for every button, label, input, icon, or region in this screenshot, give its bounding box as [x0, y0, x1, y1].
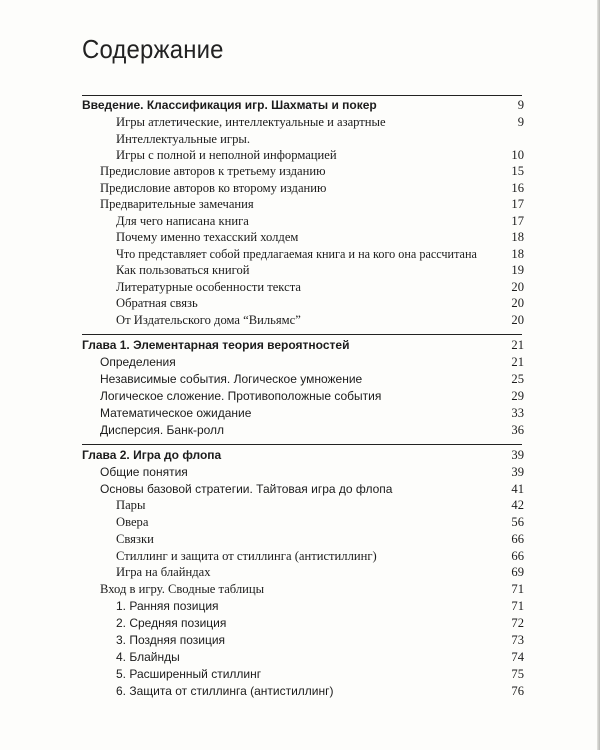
toc-entry-page: 9 [517, 98, 524, 112]
toc-entry[interactable] [0, 229, 600, 246]
toc-entry-page: 42 [511, 498, 524, 512]
toc-entry[interactable] [0, 666, 600, 683]
toc-entry-title: Обратная связь [116, 296, 198, 310]
toc-entry-title: Введение. Классификация игр. Шахматы и покер [82, 98, 377, 112]
toc-entry-page: 41 [511, 482, 524, 496]
toc-entry[interactable] [0, 531, 600, 548]
toc-entry[interactable] [0, 464, 600, 481]
toc-entry-title: 6. Защита от стиллинга (антистиллинг) [116, 684, 334, 698]
toc-entry-page: 76 [511, 684, 524, 698]
toc-entry[interactable] [0, 632, 600, 649]
toc-entry-title: Логическое сложение. Противоположные события [100, 389, 382, 403]
toc-entry-title: Интеллектуальные игры. [116, 132, 250, 146]
toc-entry-page: 9 [517, 115, 524, 129]
toc-entry[interactable] [0, 196, 600, 213]
toc-entry[interactable] [0, 114, 600, 131]
toc-entry-title: Как пользоваться книгой [116, 263, 250, 277]
toc-entry[interactable] [0, 388, 600, 405]
toc-entry-page: 69 [511, 565, 524, 579]
toc-entry-title: Литературные особенности текста [116, 280, 301, 294]
toc-entry-page: 74 [511, 650, 524, 664]
toc-divider [82, 444, 522, 445]
toc-entry-title: Игра на блайндах [116, 565, 211, 579]
toc-entry[interactable] [0, 598, 600, 615]
toc-entry-page: 20 [511, 280, 524, 294]
toc-entry-page: 66 [511, 532, 524, 546]
toc-entry-page: 21 [511, 355, 524, 369]
toc-entry-title: Пары [116, 498, 146, 512]
toc-entry-page: 71 [511, 599, 524, 613]
toc-entry-title: Независимые события. Логическое умножение [100, 372, 363, 386]
toc-entry-title: Предисловие авторов ко второму изданию [100, 181, 327, 195]
toc-entry-title: Овера [116, 515, 149, 529]
page-title: Содержание [82, 34, 224, 64]
toc-entry-page: 17 [511, 214, 524, 228]
toc-entry-title: Для чего написана книга [116, 214, 249, 228]
toc-entry[interactable] [0, 481, 600, 498]
toc-entry-title: Предисловие авторов к третьему изданию [100, 164, 326, 178]
toc-entry-page: 18 [511, 230, 524, 244]
toc-entry-page: 66 [511, 549, 524, 563]
toc-entry[interactable] [0, 581, 600, 598]
toc-entry-page: 71 [511, 582, 524, 596]
toc-entry-page: 75 [511, 667, 524, 681]
toc-entry[interactable] [0, 262, 600, 279]
toc-entry-page: 39 [511, 465, 524, 479]
toc-entry[interactable] [0, 180, 600, 197]
toc-entry-page: 16 [511, 181, 524, 195]
toc-entry-title: Математическое ожидание [100, 406, 252, 420]
toc-entry-title: Что представляет собой предлагаемая книга и на кого она рассчитана [116, 247, 477, 261]
toc-entry-page: 29 [511, 389, 524, 403]
toc-entry-title: Стиллинг и защита от стиллинга (антистиллинг) [116, 549, 377, 563]
toc-entry[interactable] [0, 497, 600, 514]
toc-entry[interactable] [0, 564, 600, 581]
toc-entry-title: 4. Блайнды [116, 650, 180, 664]
toc-entry-title: Предварительные замечания [100, 197, 254, 211]
toc-entry-page: 17 [511, 197, 524, 211]
toc-entry-page: 10 [511, 148, 524, 162]
toc-entry-page: 36 [511, 423, 524, 437]
toc-entry-title: Глава 2. Игра до флопа [82, 448, 222, 462]
toc-entry[interactable] [0, 371, 600, 388]
toc-entry-title: Общие понятия [100, 465, 188, 479]
toc-entry[interactable] [0, 615, 600, 632]
toc-entry-title: Дисперсия. Банк-ролл [100, 423, 225, 437]
toc-entry-title: 5. Расширенный стиллинг [116, 667, 262, 681]
toc-entry-page: 20 [511, 296, 524, 310]
toc-entry[interactable] [0, 548, 600, 565]
toc-divider [82, 334, 522, 335]
toc-entry[interactable] [0, 295, 600, 312]
toc-entry[interactable] [0, 246, 600, 263]
toc-entry-title: Глава 1. Элементарная теория вероятностей [82, 338, 350, 352]
toc-entry-page: 56 [511, 515, 524, 529]
toc-entry-title: 3. Поздняя позиция [116, 633, 226, 647]
toc-entry-page: 18 [511, 247, 524, 261]
toc-entry-page: 20 [511, 313, 524, 327]
toc-entry-page: 72 [511, 616, 524, 630]
toc-entry-title: Связки [116, 532, 154, 546]
toc-entry-title: 1. Ранняя позиция [116, 599, 219, 613]
toc-entry-page: 73 [511, 633, 524, 647]
toc-entry[interactable] [0, 312, 600, 329]
toc-entry[interactable] [0, 649, 600, 666]
toc-entry-title: Определения [100, 355, 176, 369]
toc-entry[interactable] [0, 213, 600, 230]
toc-entry[interactable] [0, 354, 600, 371]
toc-entry[interactable] [0, 405, 600, 422]
toc-entry-page: 15 [511, 164, 524, 178]
toc-entry[interactable] [0, 683, 600, 700]
toc-entry[interactable] [0, 337, 600, 354]
toc-entry-title: Основы базовой стратегии. Тайтовая игра до флопа [100, 482, 393, 496]
toc-entry[interactable] [0, 279, 600, 296]
toc-entry[interactable] [0, 163, 600, 180]
toc-entry[interactable] [0, 97, 600, 114]
toc-entry[interactable] [0, 147, 600, 164]
toc-entry-page: 25 [511, 372, 524, 386]
toc-entry[interactable] [0, 447, 600, 464]
toc-entry-title: Игры атлетические, интеллектуальные и азартные [116, 115, 386, 129]
toc-entry[interactable] [0, 422, 600, 439]
toc-entry-title: Почему именно техасский холдем [116, 230, 299, 244]
toc-entry-title: Игры с полной и неполной информацией [116, 148, 337, 162]
toc-entry-page: 39 [511, 448, 524, 462]
toc-entry-page: 19 [511, 263, 524, 277]
toc-entry[interactable] [0, 131, 600, 148]
toc-entry-title: 2. Средняя позиция [116, 616, 227, 630]
toc-divider [82, 95, 522, 96]
toc-entry-page: 33 [511, 406, 524, 420]
toc-entry[interactable] [0, 514, 600, 531]
toc-entry-page: 21 [511, 338, 524, 352]
toc-entry-title: Вход в игру. Сводные таблицы [100, 582, 265, 596]
toc-entry-title: От Издательского дома “Вильямс” [116, 313, 301, 327]
